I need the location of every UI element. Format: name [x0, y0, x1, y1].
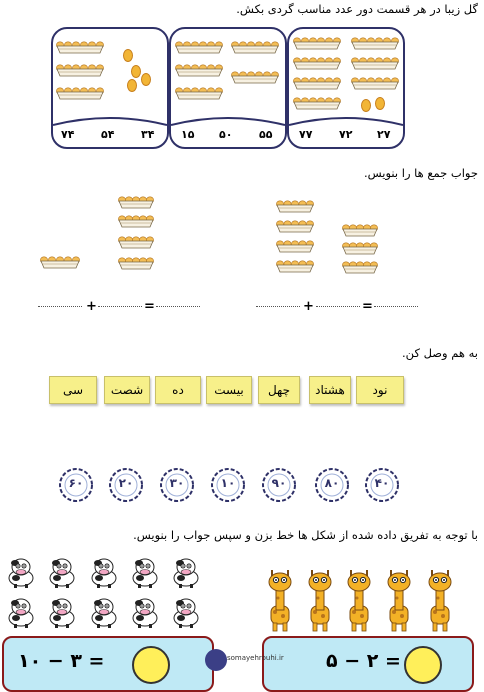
- word-card[interactable]: بیست: [206, 376, 252, 404]
- panel-2: [169, 27, 287, 149]
- panel-number[interactable]: ۱۵: [181, 128, 195, 141]
- word-card[interactable]: ده: [155, 376, 201, 404]
- egg-tray-icon: [118, 194, 154, 210]
- egg-tray-icon: [342, 222, 378, 238]
- egg-tray-icon: [231, 39, 279, 55]
- instruction-1: گل زیبا در هر قسمت دور عدد مناسب گردی بکش.: [236, 2, 478, 16]
- subtraction-expression: ۱۰ − ۳ =: [18, 650, 105, 672]
- egg-tray-icon: [276, 218, 314, 234]
- egg-tray-icon: [56, 39, 104, 55]
- badge-number: ۲۰: [118, 476, 134, 490]
- plus-sign: +: [86, 299, 97, 314]
- logo-icon: [205, 649, 227, 671]
- badge-number: ۳۰: [169, 476, 185, 490]
- answer-blank[interactable]: [374, 306, 418, 307]
- panel-number[interactable]: ۷۷: [299, 128, 313, 141]
- cow-icon[interactable]: [6, 556, 36, 592]
- egg-tray-icon: [293, 75, 341, 91]
- word-card[interactable]: نود: [356, 376, 404, 404]
- answer-blank[interactable]: [38, 306, 82, 307]
- subtraction-expression: ۵ − ۲ =: [326, 650, 401, 672]
- egg-tray-icon: [342, 240, 378, 256]
- egg-tray-icon: [40, 254, 80, 270]
- panel-number[interactable]: ۳۴: [141, 128, 155, 141]
- word-card[interactable]: سی: [49, 376, 97, 404]
- answer-box-left: [2, 636, 214, 692]
- flower-badge-icon[interactable]: [261, 467, 297, 503]
- egg-tray-icon: [293, 55, 341, 71]
- cow-icon[interactable]: [89, 556, 119, 592]
- egg-tray-icon: [118, 255, 154, 271]
- egg-tray-icon: [56, 62, 104, 78]
- egg-icon: [141, 73, 151, 86]
- egg-icon: [127, 79, 137, 92]
- egg-tray-icon: [351, 75, 399, 91]
- equals-sign: =: [362, 299, 373, 314]
- cow-icon[interactable]: [6, 596, 36, 632]
- equals-sign: =: [144, 299, 155, 314]
- egg-tray-icon: [342, 259, 378, 275]
- answer-blank[interactable]: [316, 306, 360, 307]
- egg-tray-icon: [175, 39, 223, 55]
- panel-number[interactable]: ۷۴: [61, 128, 75, 141]
- flower-badge-icon[interactable]: [210, 467, 246, 503]
- instruction-3: به هم وصل کن.: [402, 346, 478, 360]
- egg-tray-icon: [293, 95, 341, 111]
- panel-number[interactable]: ۲۷: [377, 128, 391, 141]
- egg-tray-icon: [351, 55, 399, 71]
- watermark: somayehrouhi.ir: [227, 654, 284, 662]
- answer-blank[interactable]: [98, 306, 142, 307]
- word-card[interactable]: هشتاد: [309, 376, 351, 404]
- egg-tray-icon: [175, 85, 223, 101]
- egg-tray-icon: [118, 234, 154, 250]
- badge-number: ۹۰: [271, 476, 287, 490]
- cow-icon[interactable]: [171, 596, 201, 632]
- answer-box-right: [262, 636, 474, 692]
- egg-icon: [123, 49, 133, 62]
- word-card[interactable]: چهل: [258, 376, 300, 404]
- egg-icon: [375, 97, 385, 110]
- panel-1: [51, 27, 169, 149]
- egg-tray-icon: [351, 35, 399, 51]
- cow-icon[interactable]: [89, 596, 119, 632]
- egg-icon: [131, 65, 141, 78]
- instruction-2: جواب جمع ها را بنویس.: [363, 166, 478, 180]
- cow-icon[interactable]: [47, 596, 77, 632]
- plus-sign: +: [303, 299, 314, 314]
- answer-circle[interactable]: [404, 646, 442, 684]
- badge-number: ۴۰: [374, 476, 390, 490]
- egg-tray-icon: [293, 35, 341, 51]
- instruction-4: با توجه به تفریق داده شده از شکل ها خط بزن و سپس جواب را بنویس.: [133, 528, 478, 542]
- panel-number[interactable]: ۵۴: [101, 128, 115, 141]
- badge-number: ۸۰: [324, 476, 340, 490]
- flower-badge-icon[interactable]: [364, 467, 400, 503]
- giraffe-icon[interactable]: [264, 568, 296, 636]
- word-card[interactable]: شصت: [104, 376, 150, 404]
- answer-circle[interactable]: [132, 646, 170, 684]
- egg-tray-icon: [175, 62, 223, 78]
- egg-tray-icon: [276, 198, 314, 214]
- giraffe-icon[interactable]: [424, 568, 456, 636]
- flower-badge-icon[interactable]: [58, 467, 94, 503]
- giraffe-icon[interactable]: [343, 568, 375, 636]
- egg-tray-icon: [56, 85, 104, 101]
- badge-number: ۶۰: [68, 476, 84, 490]
- egg-tray-icon: [276, 258, 314, 274]
- panel-number[interactable]: ۷۲: [339, 128, 353, 141]
- answer-blank[interactable]: [156, 306, 200, 307]
- cow-icon[interactable]: [130, 556, 160, 592]
- egg-tray-icon: [276, 238, 314, 254]
- badge-number: ۱۰: [220, 476, 236, 490]
- cow-icon[interactable]: [171, 556, 201, 592]
- panel-number[interactable]: ۵۰: [219, 128, 233, 141]
- egg-tray-icon: [231, 69, 279, 85]
- giraffe-icon[interactable]: [383, 568, 415, 636]
- panel-number[interactable]: ۵۵: [259, 128, 273, 141]
- flower-badge-icon[interactable]: [159, 467, 195, 503]
- flower-badge-icon[interactable]: [108, 467, 144, 503]
- egg-icon: [361, 99, 371, 112]
- flower-badge-icon[interactable]: [314, 467, 350, 503]
- giraffe-icon[interactable]: [304, 568, 336, 636]
- panel-3: [287, 27, 405, 149]
- answer-blank[interactable]: [256, 306, 300, 307]
- egg-tray-icon: [118, 213, 154, 229]
- cow-icon[interactable]: [130, 596, 160, 632]
- cow-icon[interactable]: [47, 556, 77, 592]
